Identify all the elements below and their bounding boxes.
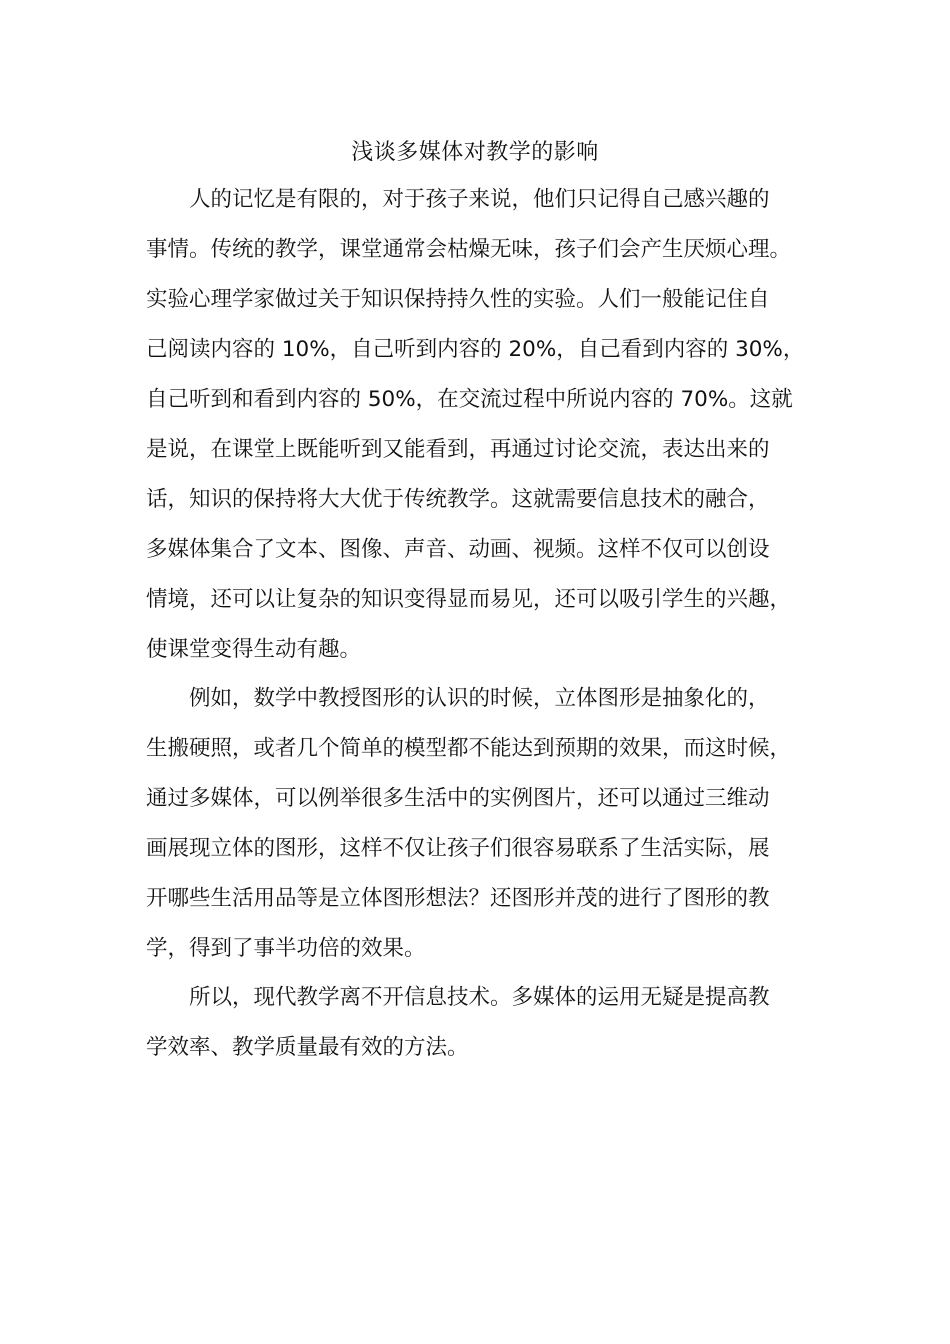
paragraph-1-line-7: 话，知识的保持将大大优于传统教学。这就需要信息技术的融合， [146, 487, 770, 512]
paragraph-1-line-2: 事情。传统的教学，课堂通常会枯燥无味，孩子们会产生厌烦心理。 [146, 237, 792, 262]
paragraph-2-line-3: 通过多媒体，可以例举很多生活中的实例图片，还可以通过三维动 [146, 786, 770, 811]
paragraph-1-line-10: 使课堂变得生动有趣。 [146, 637, 362, 662]
paragraph-2-line-4: 画展现立体的图形，这样不仅让孩子们很容易联系了生活实际，展 [146, 836, 770, 861]
document-title: 浅谈多媒体对教学的影响 [351, 140, 599, 165]
paragraph-1-line-6: 是说，在课堂上既能听到又能看到，再通过讨论交流，表达出来的 [146, 437, 770, 462]
paragraph-2-line-1: 例如，数学中教授图形的认识的时候，立体图形是抽象化的， [189, 686, 770, 711]
paragraph-1-line-3: 实验心理学家做过关于知识保持持久性的实验。人们一般能记住自 [146, 287, 770, 312]
paragraph-1-line-8: 多媒体集合了文本、图像、声音、动画、视频。这样不仅可以创设 [146, 537, 770, 562]
paragraph-2-line-6: 学，得到了事半功倍的效果。 [146, 936, 426, 961]
paragraph-1-line-9: 情境，还可以让复杂的知识变得显而易见，还可以吸引学生的兴趣， [146, 587, 792, 612]
paragraph-2-line-2: 生搬硬照，或者几个简单的模型都不能达到预期的效果，而这时候， [146, 736, 792, 761]
paragraph-3-line-2: 学效率、教学质量最有效的方法。 [146, 1035, 469, 1060]
paragraph-2-line-5: 开哪些生活用品等是立体图形想法？还图形并茂的进行了图形的教 [146, 886, 770, 911]
paragraph-3-line-1: 所以，现代教学离不开信息技术。多媒体的运用无疑是提高教 [189, 985, 770, 1010]
paragraph-1-line-1: 人的记忆是有限的，对于孩子来说，他们只记得自己感兴趣的 [189, 187, 770, 212]
paragraph-1-line-5: 自己听到和看到内容的 50%，在交流过程中所说内容的 70%。这就 [146, 387, 793, 412]
paragraph-1-line-4: 己阅读内容的 10%，自己听到内容的 20%，自己看到内容的 30%， [146, 337, 805, 362]
